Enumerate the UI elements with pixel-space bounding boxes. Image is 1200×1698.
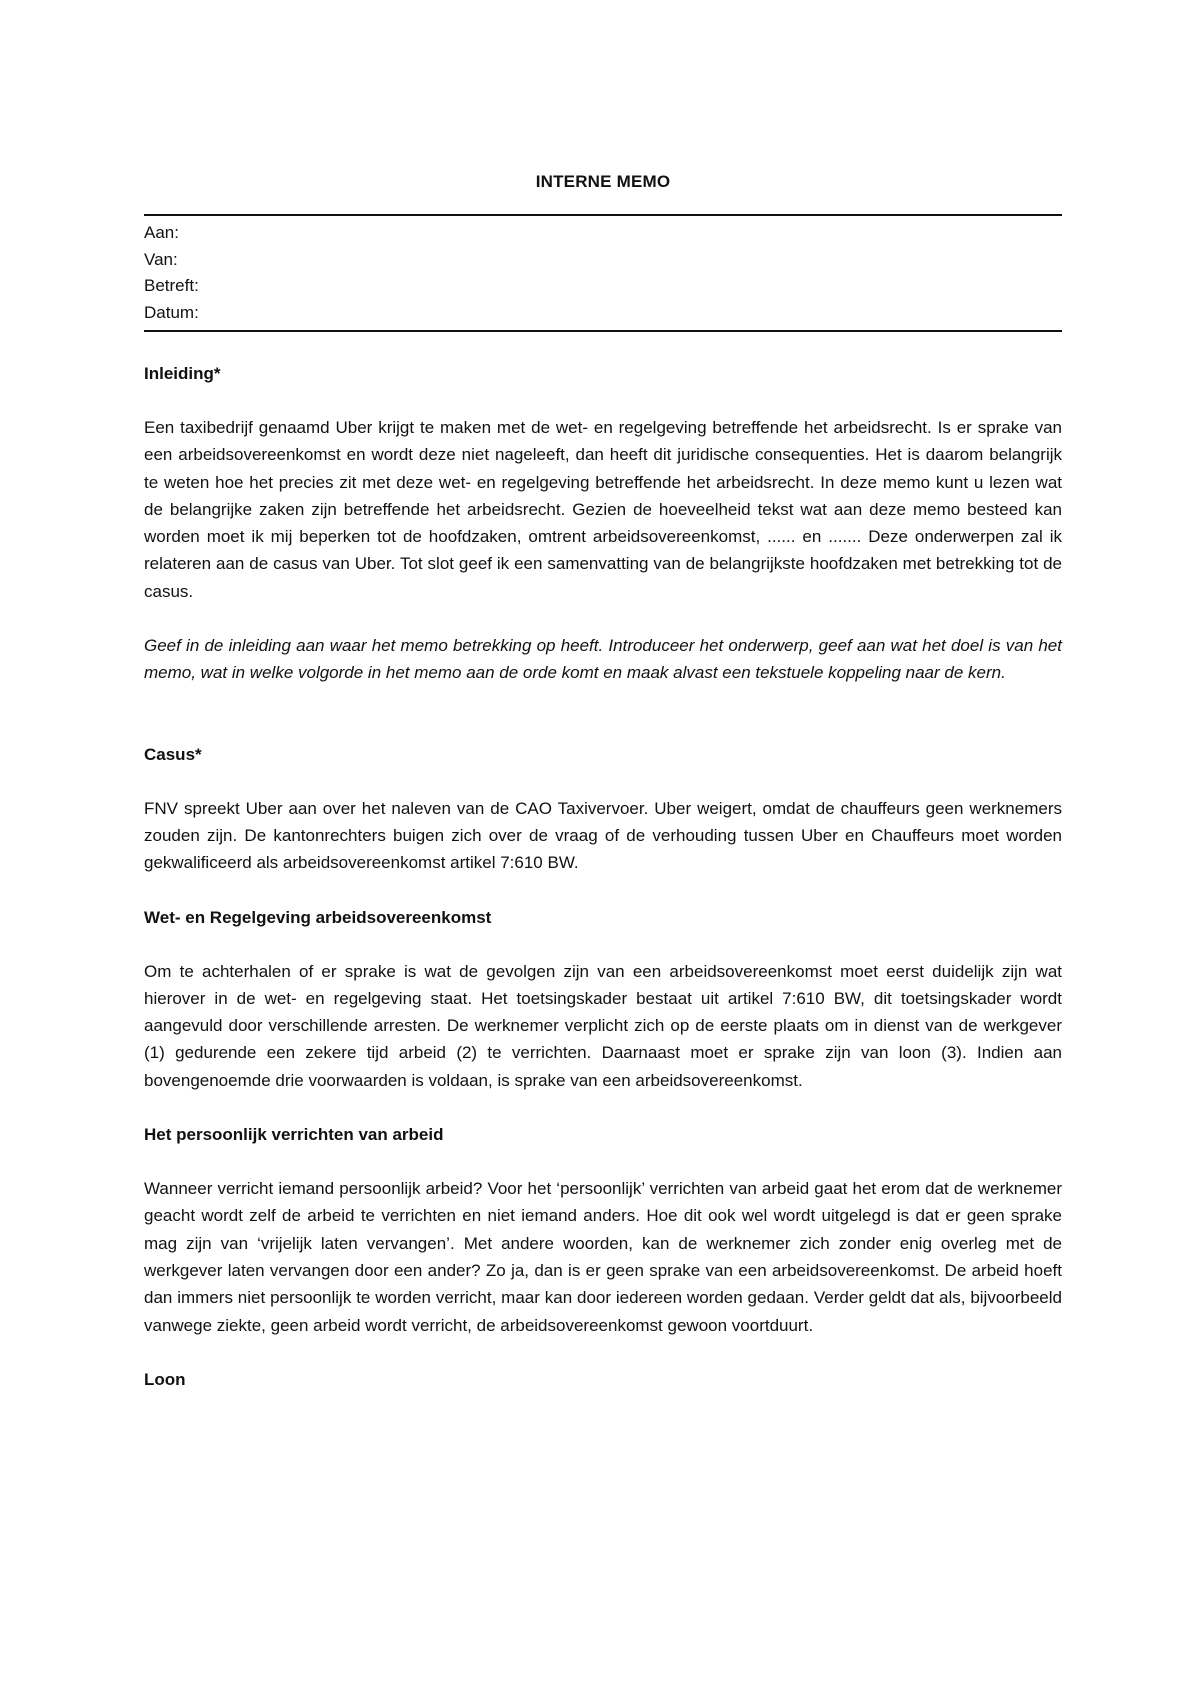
- heading-inleiding: Inleiding*: [144, 364, 221, 383]
- memo-page: [144, 172, 1062, 1393]
- field-aan: Aan:: [144, 223, 179, 242]
- heading-casus: Casus*: [144, 744, 202, 764]
- field-betreft: Betreft:: [144, 276, 199, 295]
- field-datum: Datum:: [144, 302, 199, 322]
- paragraph-casus: FNV spreekt Uber aan over het naleven van de CAO Taxivervoer. Uber weigert, omdat de chauffeurs geen werknemers zouden zijn. De kantonrechters buigen zich over de vraag of de verhouding tussen Uber en Chauffeurs moet worden gekwalificeerd als arbeidsovereenkomst artikel 7:610 BW.: [144, 798, 1062, 873]
- paragraph-wetgeving: Om te achterhalen of er sprake is wat de gevolgen zijn van een arbeidsovereenkomst moet eerst duidelijk zijn wat hierover in de wet- en regelgeving staat. Het toetsingskader bestaat uit artikel 7:610 BW, dit toetsingskader wordt aangevuld door verschillende arresten. De werknemer verplicht zich op de eerste plaats om in dienst van de werkgever (1) gedurende een zekere tijd arbeid (2) te verrichten. Daarnaast moet er sprake zijn van loon (3). Indien aan bovengenoemde drie voorwaarden is voldaan, is sprake van een arbeidsovereenkomst.: [144, 961, 1062, 1090]
- paragraph-inleiding: Een taxibedrijf genaamd Uber krijgt te maken met de wet- en regelgeving betreffende het arbeidsrecht. Is er sprake van een arbeidsovereenkomst en wordt deze niet nageleeft, dan heeft dit juridische consequenties. Het is daarom belangrijk te weten hoe het precies zit met deze wet- en regelgeving betreffende het arbeidsrecht. In deze memo kunt u lezen wat de belangrijke zaken zijn betreffende het arbeidsrecht. Gezien de hoeveelheid tekst wat aan deze memo besteed kan worden moet ik mij beperken tot de hoofdzaken, omtrent arbeidsovereenkomst, ...... en ....... Deze onderwerpen zal ik relateren aan de casus van Uber. Tot slot geef ik een samenvatting van de belangrijkste hoofdzaken met betrekking tot de casus.: [144, 418, 1062, 601]
- field-van: Van:: [144, 249, 178, 269]
- memo-title: INTERNE MEMO: [535, 172, 671, 191]
- paragraph-persoonlijk: Wanneer verricht iemand persoonlijk arbeid? Voor het ‘persoonlijk’ verrichten van arbeid gaat het erom dat de werknemer geacht wordt zelf de arbeid te verrichten en niet iemand anders. Hoe dit ook wel wordt uitgelegd is dat er geen sprake mag zijn van ‘vrijelijk laten vervangen’. Met andere woorden, kan de werknemer zich zonder enig overleg met de werkgever laten vervangen door een ander? Zo ja, dan is er geen sprake van een arbeidsovereenkomst. De arbeid hoeft dan immers niet persoonlijk te worden verricht, maar kan door iedereen worden gedaan. Verder geldt dat als, bijvoorbeeld vanwege ziekte, geen arbeid wordt verricht, de arbeidsovereenkomst gewoon voortduurt.: [144, 1179, 1062, 1335]
- memo-header-fields: [144, 216, 1062, 330]
- paragraph-inleiding-instruction: Geef in de inleiding aan waar het memo betrekking op heeft. Introduceer het onderwerp, geef aan wat het doel is van het memo, wat in welke volgorde in het memo aan de orde komt en maak alvast een tekstuele koppeling naar de kern.: [144, 636, 1062, 683]
- heading-persoonlijk: Het persoonlijk verrichten van arbeid: [144, 1125, 444, 1145]
- heading-wetgeving: Wet- en Regelgeving arbeidsovereenkomst: [144, 907, 492, 927]
- heading-loon: Loon: [144, 1369, 186, 1389]
